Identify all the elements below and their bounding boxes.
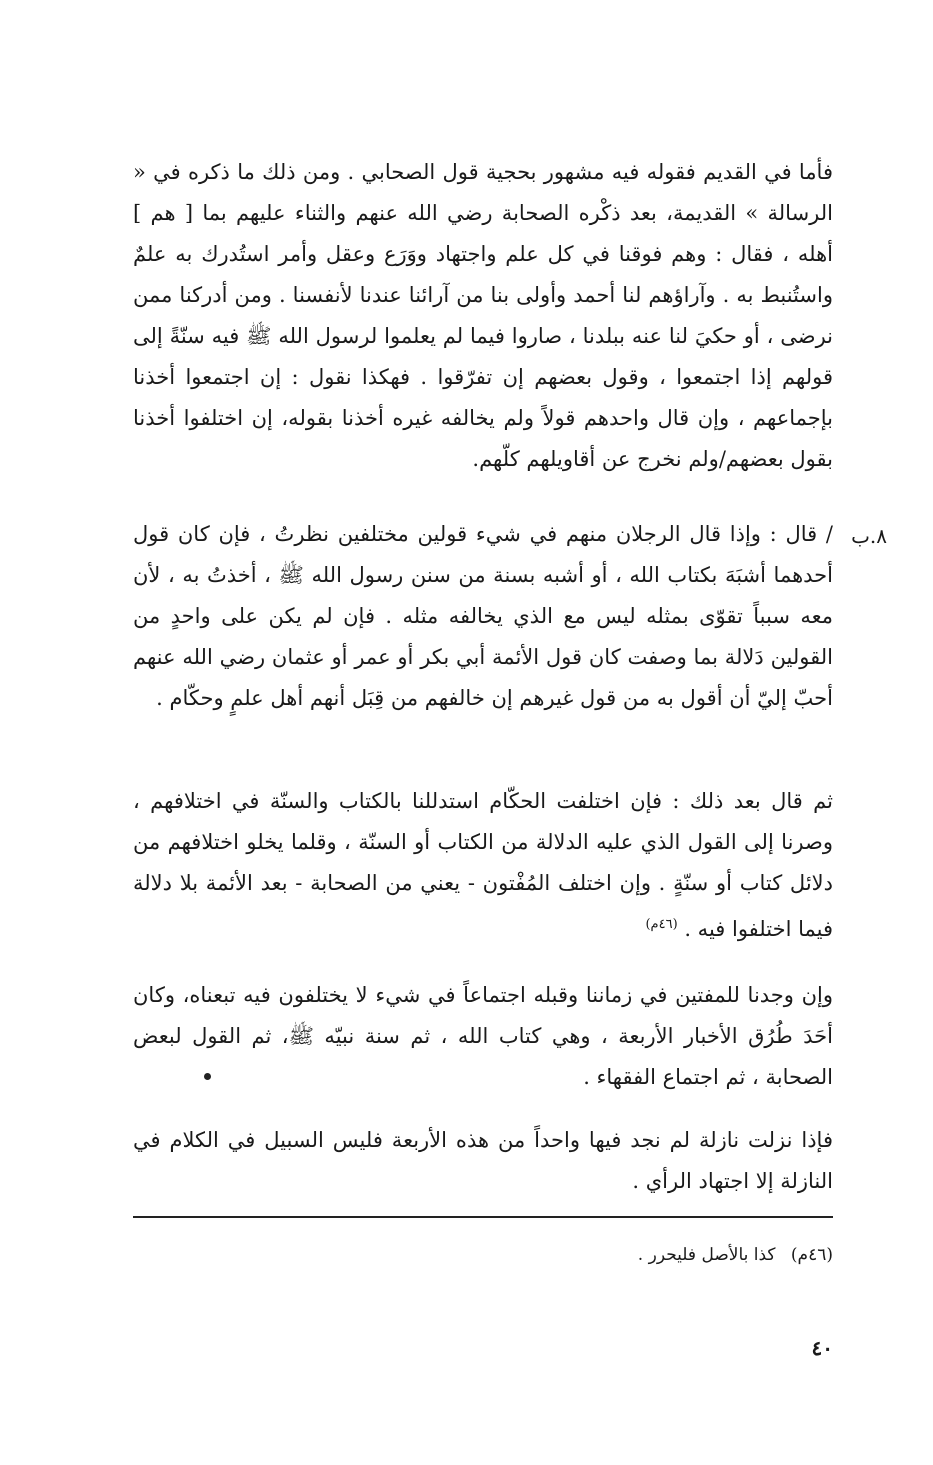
footnote-label: (٤٦م): [790, 1245, 833, 1265]
paragraph-5: فإذا نزلت نازلة لم نجد فيها واحداً من هذه الأربعة فليس السبيل في الكلام في النازلة إلا اجتهاد الرأي .: [133, 1128, 833, 1193]
paragraph-2: / قال : وإذا قال الرجلان منهم في شيء قولين مختلفين نظرتُ ، فإن كان قول أحدهما أشبَهَ بكتاب الله ، أو أشبه بسنة من سنن رسول الله ﷺ ، أخذتُ به ، لأن معه سبباً تقوّى بمثله ليس مع الذي يخالفه مثله . فإن لم يكن على واحدٍ من القولين دَلالة بما وصفت كان قول الأئمة أبي بكر أو عمر أو عثمان رضي الله عنهم أحبّ إليّ أن أقول به من قول غيرهم إن خالفهم من قِبَل أنهم أهل علمٍ وحكّام .: [133, 522, 833, 710]
paragraph-3: [133, 781, 833, 950]
footnote-text: كذا بالأصل فليحرر .: [637, 1245, 776, 1265]
footnote-separator-rule: [133, 1216, 833, 1218]
paragraph-4: وإن وجدنا للمفتين في زماننا وقبله اجتماعاً في شيء لا يختلفون فيه تبعناه، وكان أحَدَ طُرُق الأخبار الأربعة ، وهي كتاب الله ، ثم سنة نبيّه ﷺ، ثم القول لبعض الصحابة ، ثم اجتماع الفقهاء .: [133, 983, 834, 1089]
folio-margin-note: ٨.ب: [851, 524, 887, 548]
footnote-reference: (٤٦م): [645, 917, 678, 932]
paragraph-1: فأما في القديم فقوله فيه مشهور بحجية قول الصحابي . ومن ذلك ما ذكره في « الرسالة » القديمة، بعد ذكْره الصحابة رضي الله عنهم والثناء عليهم بما [ هم ] أهله ، فقال : وهم فوقنا في كل علم واجتهاد ووَرَع وعقل وأمر استُدرك به علمٌ واستُنبط به . وآراؤهم لنا أحمد وأولى بنا من آرائنا عندنا لأنفسنا . ومن أدركنا ممن نرضى ، أو حكيَ لنا عنه ببلدنا ، صاروا فيما لم يعلموا لرسول الله ﷺ فيه سنّةً إلى قولهم إذا اجتمعوا ، وقول بعضهم إن تفرّقوا . فهكذا نقول : إن اجتمعوا أخذنا بإجماعهم ، وإن قال واحدهم قولاً ولم يخالفه غيره أخذنا بقوله، إن اختلفوا أخذنا بقول بعضهم/ولم نخرج عن أقاويلهم كلّهم.: [133, 160, 833, 471]
ink-dot-mark: [204, 1073, 211, 1080]
page-number: ٤٠: [811, 1336, 833, 1360]
footnote: [133, 1240, 833, 1270]
paragraph-3-text: ثم قال بعد ذلك : فإن اختلفت الحكّام استدللنا بالكتاب والسنّة في اختلافهم ، وصرنا إلى القول الذي عليه الدلالة من الكتاب أو السنّة ، وقلما يخلو اختلافهم من دلائل كتاب أو سنّةٍ . وإن اختلف المُفْتون - يعني من الصحابة - بعد الأئمة بلا دلالة فيما اختلفوا فيه .: [133, 789, 833, 941]
